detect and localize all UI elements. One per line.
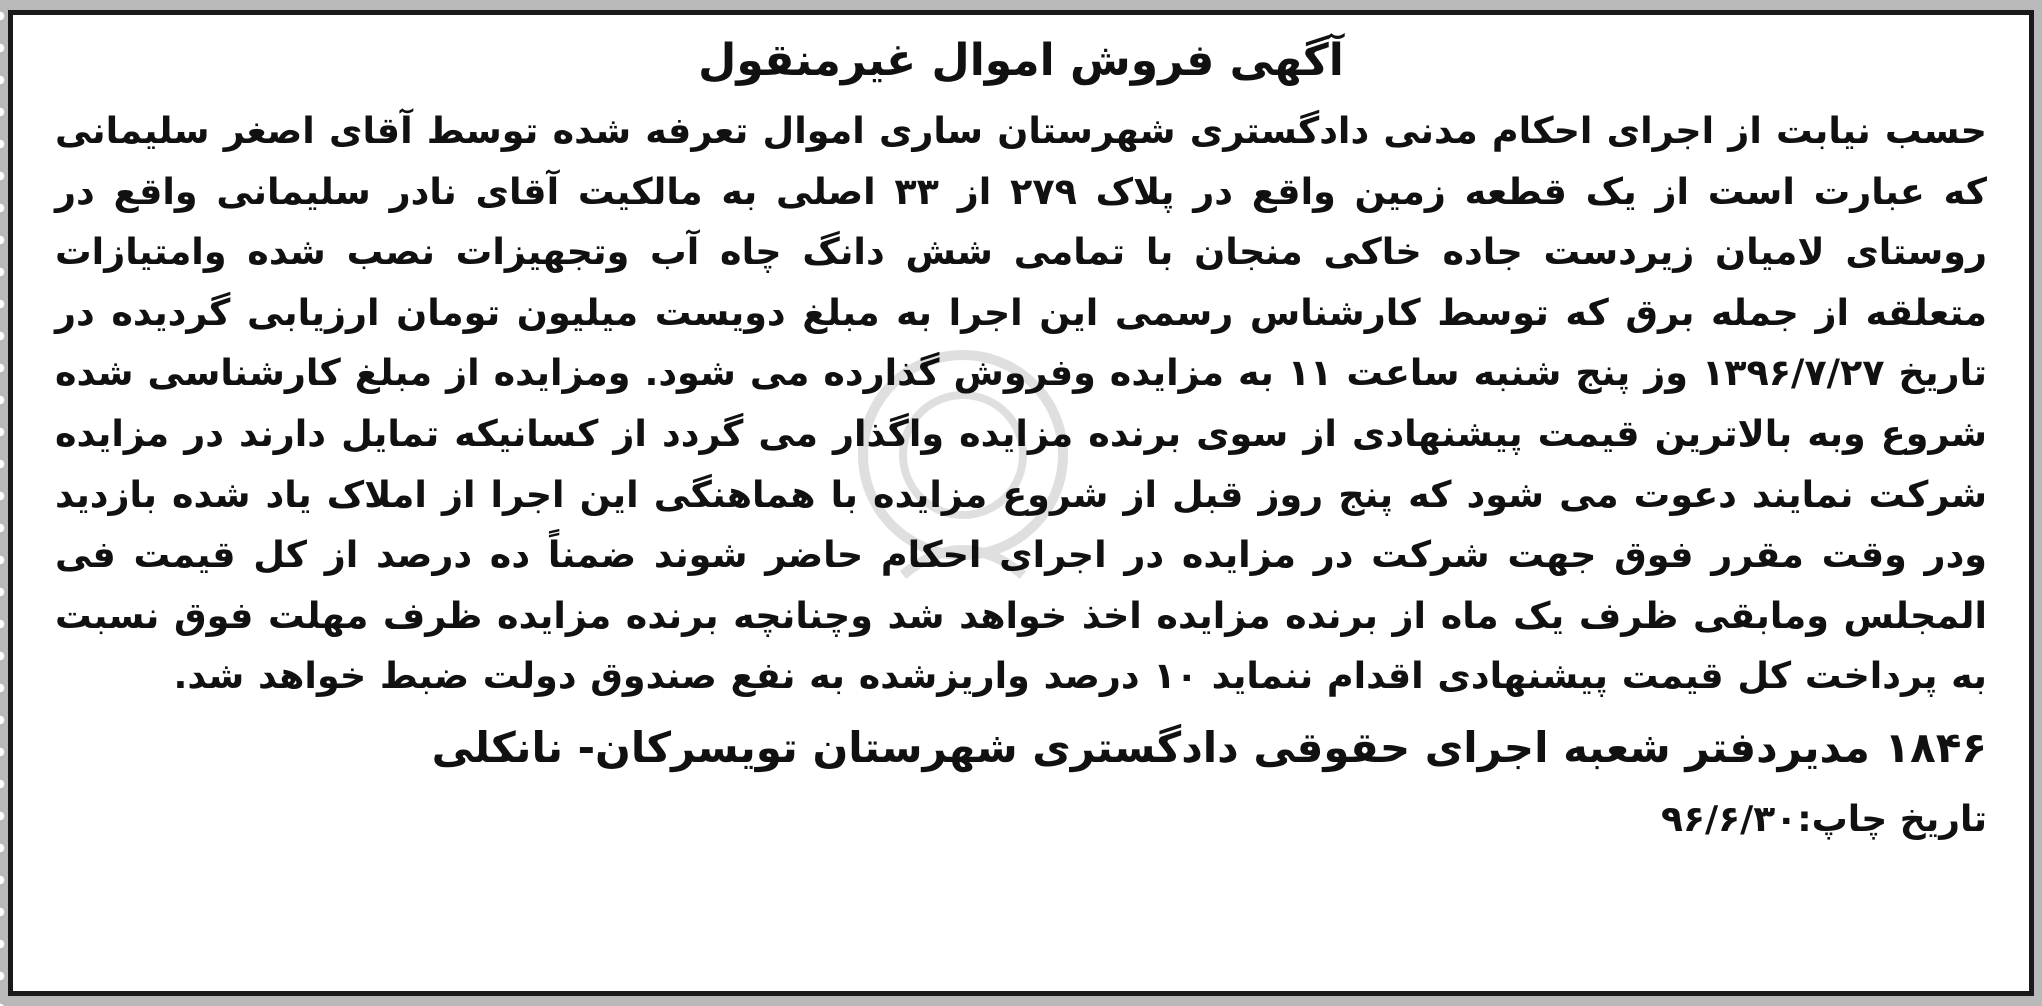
print-date-value: ۹۶/۶/۳۰ xyxy=(1661,798,1798,840)
perforated-edge xyxy=(0,0,8,1006)
print-date xyxy=(55,787,1987,853)
notice-title: آگهی فروش اموال غیرمنقول xyxy=(698,35,1344,86)
notice-body: حسب نیابت از اجرای احکام مدنی دادگستری شهرستان ساری اموال تعرفه شده توسط آقای اصغر سلیمانی که عبارت است از یک قطعه زمین واقع در پلاک ۲۷۹ از ۳۳ اصلی به مالکیت آقای نادر سلیمانی واقع در روستای لامیان زیردست جاده خاکی منجان با تمامی شش دانگ چاه آب وتجهیزات نصب شده وامتیازات متعلقه از جمله برق که توسط کارشناس رسمی این اجرا به مبلغ دویست میلیون تومان ارزیابی گردیده در تاریخ ۱۳۹۶/۷/۲۷ وز پنج شنبه ساعت ۱۱ به مزایده وفروش گذارده می شود. ومزایده از مبلغ کارشناسی شده شروع وبه بالاترین قیمت پیشنهادی از سوی برنده مزایده واگذار می گردد از کسانیکه تمایل دارند در مزایده شرکت نمایند دعوت می شود که پنج روز قبل از شروع مزایده با هماهنگی این اجرا از املاک یاد شده بازدید ودر وقت مقرر فوق جهت شرکت در مزایده در اجرای احکام حاضر شوند ضمناً ده درصد از کل قیمت فی المجلس ومابقی ظرف یک ماه از برنده مزایده اخذ خواهد شد وچنانچه برنده مزایده ظرف مهلت فوق نسبت به پرداخت کل قیمت پیشنهادی اقدام ننماید ۱۰ درصد واریزشده به نفع صندوق دولت ضبط خواهد شد. xyxy=(55,109,1987,698)
notice-signature: ۱۸۴۶ مدیردفتر شعبه اجرای حقوقی دادگستری شهرستان تویسرکان- نانکلی xyxy=(431,722,1987,772)
print-date-label: تاریخ چاپ: xyxy=(1797,798,1987,840)
notice-frame xyxy=(8,10,2034,996)
